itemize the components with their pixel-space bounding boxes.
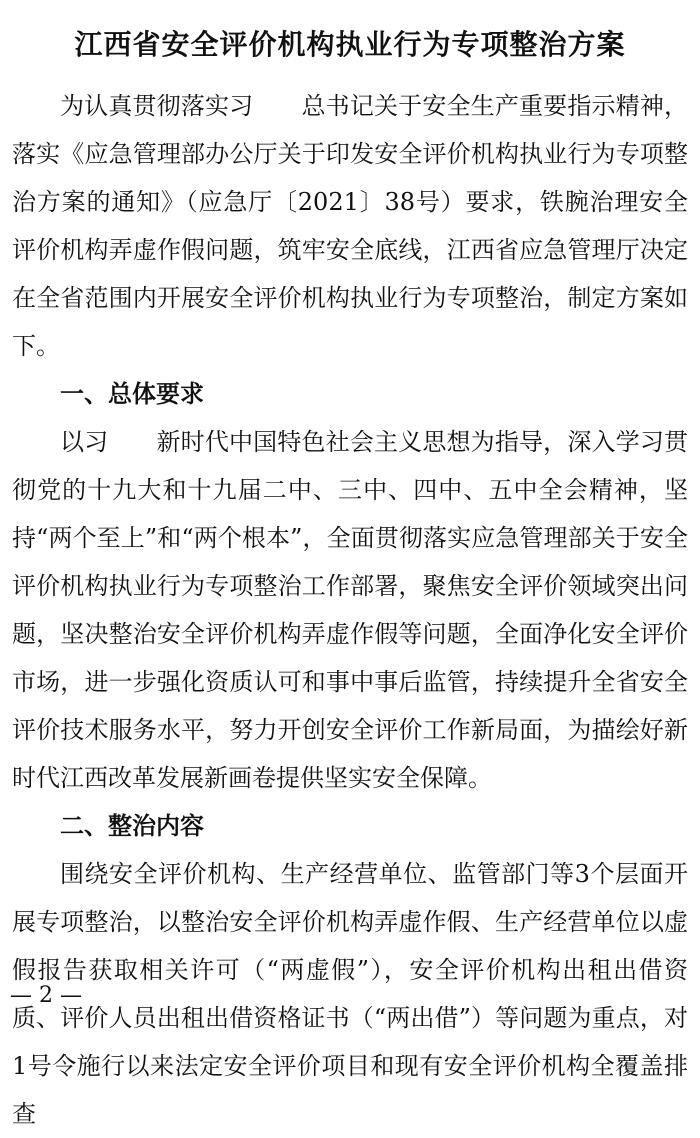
intro-text-part1: 为认真贯彻落实习 — [60, 92, 254, 120]
rectification-content-paragraph: 围绕安全评价机构、生产经营单位、监管部门等3个层面开展专项整治，以整治安全评价机构弄虚作假、生产经营单位以虚假报告获取相关许可（“两虚假”），安全评价机构出租出借资质、评价人员出租出借资格证书（“两出借”）等问题为重点，对1号令施行以来法定安全评价项目和现有安全评价机构全覆盖排查 — [12, 860, 688, 1128]
section-heading-rectification-content: 二、整治内容 — [60, 812, 204, 840]
intro-text-part2: 总书记关于安全生产重要指示精神，落实《应急管理部办公厅关于印发安全评价机构执业行为专项整治方案的通知》（应急厅〔2021〕38号）要求，铁腕治理安全评价机构弄虚作假问题，筑牢安全底线，江西省应急管理厅决定在全省范围内开展安全评价机构执业行为专项整治，制定方案如下。 — [12, 92, 689, 360]
document-body — [12, 82, 688, 1138]
document-title: 江西省安全评价机构执业行为专项整治方案 — [74, 27, 626, 61]
general-requirements-part2: 新时代中国特色社会主义思想为指导，深入学习贯彻党的十九大和十九届二中、三中、四中、五中全会精神，坚持“两个至上”和“两个根本”，全面贯彻落实应急管理部关于安全评价机构执业行为专项整治工作部署，聚焦安全评价领域突出问题，坚决整治安全评价机构弄虚作假等问题，全面净化安全评价市场，进一步强化资质认可和事中事后监管，持续提升全省安全评价技术服务水平，努力开创安全评价工作新局面，为描绘好新时代江西改革发展新画卷提供坚实安全保障。 — [12, 428, 689, 792]
section-heading-general-requirements: 一、总体要求 — [60, 380, 204, 408]
intro-paragraph — [12, 82, 688, 370]
page-number: — 2 — — [10, 983, 82, 1008]
general-requirements-paragraph — [12, 418, 688, 802]
general-requirements-part1: 以习 — [60, 428, 109, 456]
